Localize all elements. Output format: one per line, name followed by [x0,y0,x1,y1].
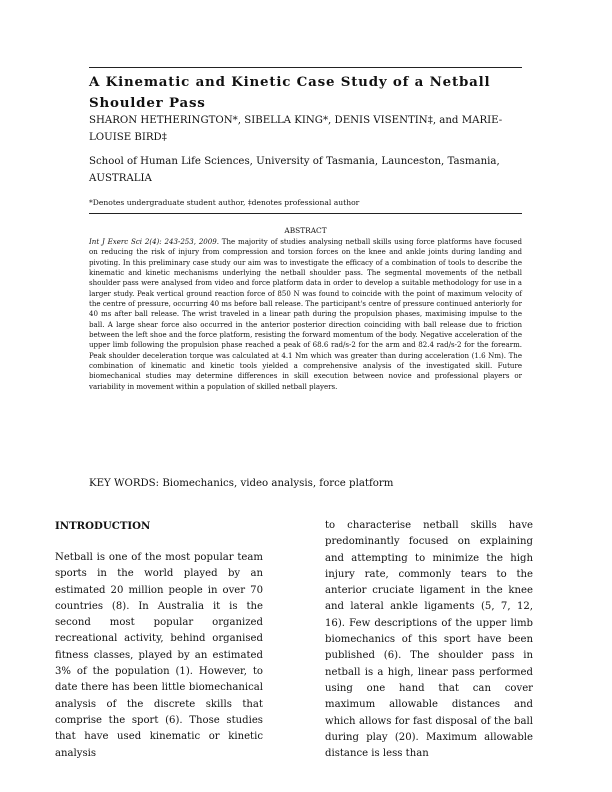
abstract-body [89,237,522,392]
journal-citation: Int J Exerc Sci 2(4): 243-253, 2009. [89,237,219,246]
top-rule [89,67,522,68]
right-column [325,518,533,762]
paper-title: A Kinematic and Kinetic Case Study of a Netball Shoulder Pass [89,74,491,111]
author-note: *Denotes undergraduate student author, ‡denotes professional author [89,198,360,207]
keywords: KEY WORDS: Biomechanics, video analysis, force platform [89,478,394,489]
abstract-heading: ABSTRACT [284,226,327,235]
introduction-paragraph-right: to characterise netball skills have predominantly focused on explaining and attempting to minimize the high injury rate, commonly tears to the anterior cruciate ligament in the knee and lateral ankle ligaments (5, 7, 12, 16). Few descriptions of the upper limb biomechanics of this sport have been published (6). The shoulder pass in netball is a high, linear pass performed using one hand that can cover maximum allowable distances and which allows for fast disposal of the ball during play (20). Maximum allowable distance is less than [325,520,533,760]
introduction-heading: INTRODUCTION [55,520,151,532]
introduction-paragraph-left: Netball is one of the most popular team sports in the world played by an estimated 20 million people in over 70 countries (8). In Australia it is the second most popular organized recreational activity, behind organised fitness classes, played by an estimated 3% of the population (1). However, to date there has been little biomechanical analysis of the discrete skills that comprise the sport (6). Those studies that have used kinematic or kinetic analysis [55,552,263,759]
abstract-text: The majority of studies analysing netball skills using force platforms have focused on reducing the risk of injury from compression and torsion forces on the knee and ankle joints during landing and pivoting. In this preliminary case study our aim was to investigate the efficacy of a combination of tools to describe the kinematic and kinetic mechanisms underlying the netball shoulder pass. The segmental movements of the netball shoulder pass were analysed from video and force platform data in order to develop a suitable methodology for use in a larger study. Peak vertical ground reaction force of 850 N was found to coincide with the point of maximum velocity of the centre of pressure, occurring 40 ms before ball release. The participant's centre of pressure continued anteriorly for 40 ms after ball release. The wrist traveled in a linear path during the propulsion phases, maximising impulse to the ball. A large shear force also occurred in the anterior posterior direction coinciding with ball release due to friction between the left shoe and the force platform, resisting the forward momentum of the body. Negative acceleration of the upper limb following the propulsion phase reached a peak of 68.6 rad/s-2 for the arm and 82.4 rad/s-2 for the forearm. Peak shoulder deceleration torque was calculated at 4.1 Nm which was greater than during acceleration (1.6 Nm). The combination of kinematic and kinetic tools yielded a comprehensive analysis of the investigated skill. Future biomechanical studies may determine differences in skill execution between novice and professional players or variability in movement within a population of skilled netball players. [89,237,522,391]
author-list: SHARON HETHERINGTON*, SIBELLA KING*, DENIS VISENTIN‡, and MARIE-LOUISE BIRD‡ [89,115,503,143]
left-column [55,518,263,762]
abstract-top-rule [89,213,522,214]
affiliation: School of Human Life Sciences, University of Tasmania, Launceston, Tasmania, AUSTRALIA [89,156,500,184]
